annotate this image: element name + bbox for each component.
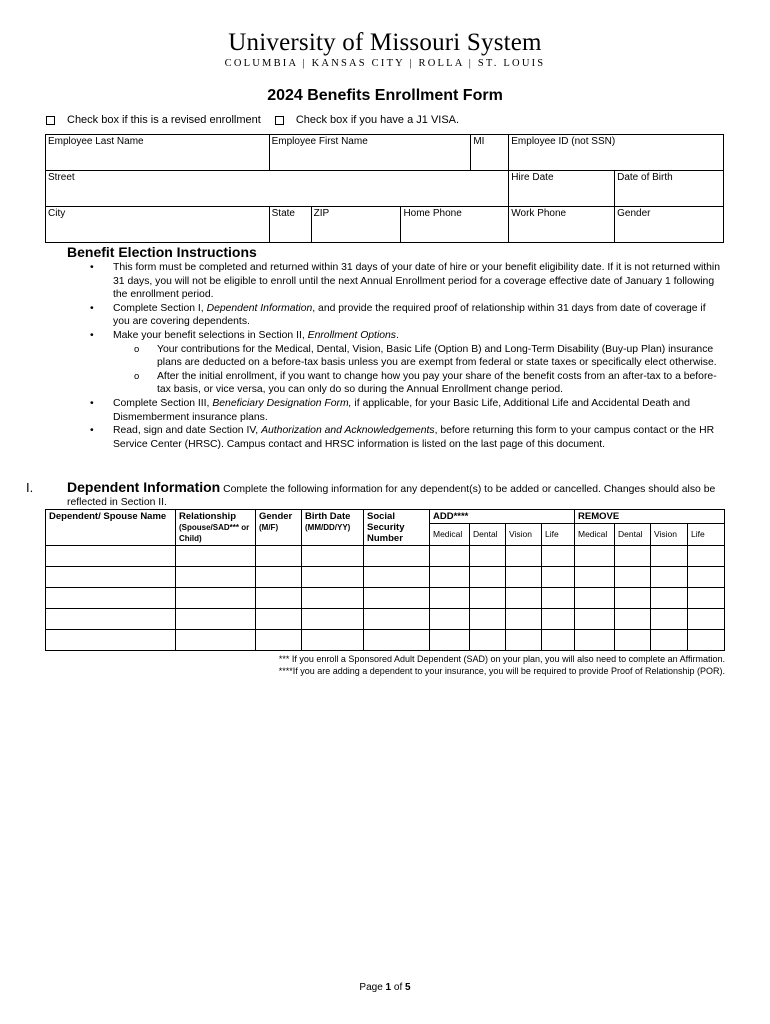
j1-visa-checkbox[interactable] (275, 116, 284, 125)
footnote-por: ****If you are adding a dependent to your insurance, you will be required to provide Proof of Relationship (POR). (278, 665, 725, 676)
instruction-item: • Make your benefit selections in Section II, Enrollment Options. (90, 329, 724, 343)
dependent-table (45, 509, 725, 651)
page-number: Page 1 of 5 (359, 982, 411, 993)
col-relationship: Relationship (Spouse/SAD*** or Child) (176, 510, 256, 546)
state-field[interactable]: State (269, 207, 311, 243)
instruction-subitem: o After the initial enrollment, if you want to change how you pay your share of the benefit costs from an after-tax to a before- tax basis, or vice versa, you can only do so during the Annual Enrollment change period. (134, 370, 724, 397)
instructions-list (90, 261, 724, 451)
employee-info-table (45, 134, 724, 243)
col-remove-group: REMOVE (575, 510, 725, 524)
section-heading: Dependent Information (67, 479, 221, 495)
work-phone-field[interactable]: Work Phone (509, 207, 615, 243)
instructions-title: Benefit Election Instructions (67, 244, 257, 260)
j1-visa-label: Check box if you have a J1 VISA. (295, 114, 460, 126)
letterhead (0, 30, 770, 69)
mi-field[interactable]: MI (471, 135, 509, 171)
col-gender: Gender (M/F) (256, 510, 302, 546)
checkbox-row (46, 114, 459, 126)
instruction-item: • This form must be completed and returned within 31 days of your date of hire or your benefit eligibility date. If it is not returned within 31 days, you will not be eligible to enroll until the next Annual Enrollment period for a coverage effective date of January 1 following the enrollment period. (90, 261, 724, 302)
campus-list: COLUMBIA | KANSAS CITY | ROLLA | ST. LOUIS (224, 58, 546, 69)
col-remove-medical: Medical (575, 524, 615, 546)
table-row (46, 630, 725, 651)
date-of-birth-field[interactable]: Date of Birth (615, 171, 724, 207)
col-add-vision: Vision (506, 524, 542, 546)
col-add-medical: Medical (430, 524, 470, 546)
hire-date-field[interactable]: Hire Date (509, 171, 615, 207)
form-title: 2024 Benefits Enrollment Form (267, 87, 503, 104)
employee-id-field[interactable]: Employee ID (not SSN) (509, 135, 724, 171)
section-description: Complete the following information for any dependent(s) to be added or cancelled. Changes should also be reflected in Section II. (67, 484, 716, 508)
col-remove-dental: Dental (615, 524, 651, 546)
instruction-subitem: o Your contributions for the Medical, Dental, Vision, Basic Life (Option B) and Long-Term Disability (Buy-up Plan) insurance plans are deducted on a before-tax basis unless you are exempt from federal or state taxes or specifically elect otherwise. (134, 343, 724, 370)
col-add-dental: Dental (470, 524, 506, 546)
table-row (46, 567, 725, 588)
instruction-item: • Read, sign and date Section IV, Authorization and Acknowledgements, before returning this form to your campus contact or the HR Service Center (HRSC). Campus contact and HRSC information is listed on the last page of this document. (90, 424, 724, 451)
section-1-header (26, 481, 726, 509)
col-ssn: Social Security Number (364, 510, 430, 546)
table-row (46, 588, 725, 609)
gender-field[interactable]: Gender (615, 207, 724, 243)
col-add-life: Life (542, 524, 575, 546)
org-name: University of Missouri System (228, 29, 542, 56)
city-field[interactable]: City (46, 207, 270, 243)
footnotes (45, 654, 725, 677)
employee-first-name-field[interactable]: Employee First Name (269, 135, 471, 171)
col-remove-life: Life (688, 524, 725, 546)
revised-enrollment-label: Check box if this is a revised enrollment (67, 114, 261, 126)
footnote-sad: *** If you enroll a Sponsored Adult Dependent (SAD) on your plan, you will also need to complete an Affirmation. (278, 654, 725, 664)
home-phone-field[interactable]: Home Phone (401, 207, 509, 243)
employee-last-name-field[interactable]: Employee Last Name (46, 135, 270, 171)
table-row (46, 546, 725, 567)
table-row (46, 609, 725, 630)
revised-enrollment-checkbox[interactable] (46, 116, 55, 125)
col-dependent-name: Dependent/ Spouse Name (46, 510, 176, 546)
instruction-item: • Complete Section III, Beneficiary Designation Form, if applicable, for your Basic Life, Additional Life and Accidental Death and Dismemberment insurance plans. (90, 397, 724, 424)
section-number: I. (26, 480, 34, 495)
street-field[interactable]: Street (46, 171, 509, 207)
col-remove-vision: Vision (651, 524, 688, 546)
col-birth-date: Birth Date (MM/DD/YY) (302, 510, 364, 546)
instruction-item: • Complete Section I, Dependent Information, and provide the required proof of relationship within 31 days from date of coverage if you are covering dependents. (90, 302, 724, 329)
zip-field[interactable]: ZIP (311, 207, 401, 243)
col-add-group: ADD**** (430, 510, 575, 524)
